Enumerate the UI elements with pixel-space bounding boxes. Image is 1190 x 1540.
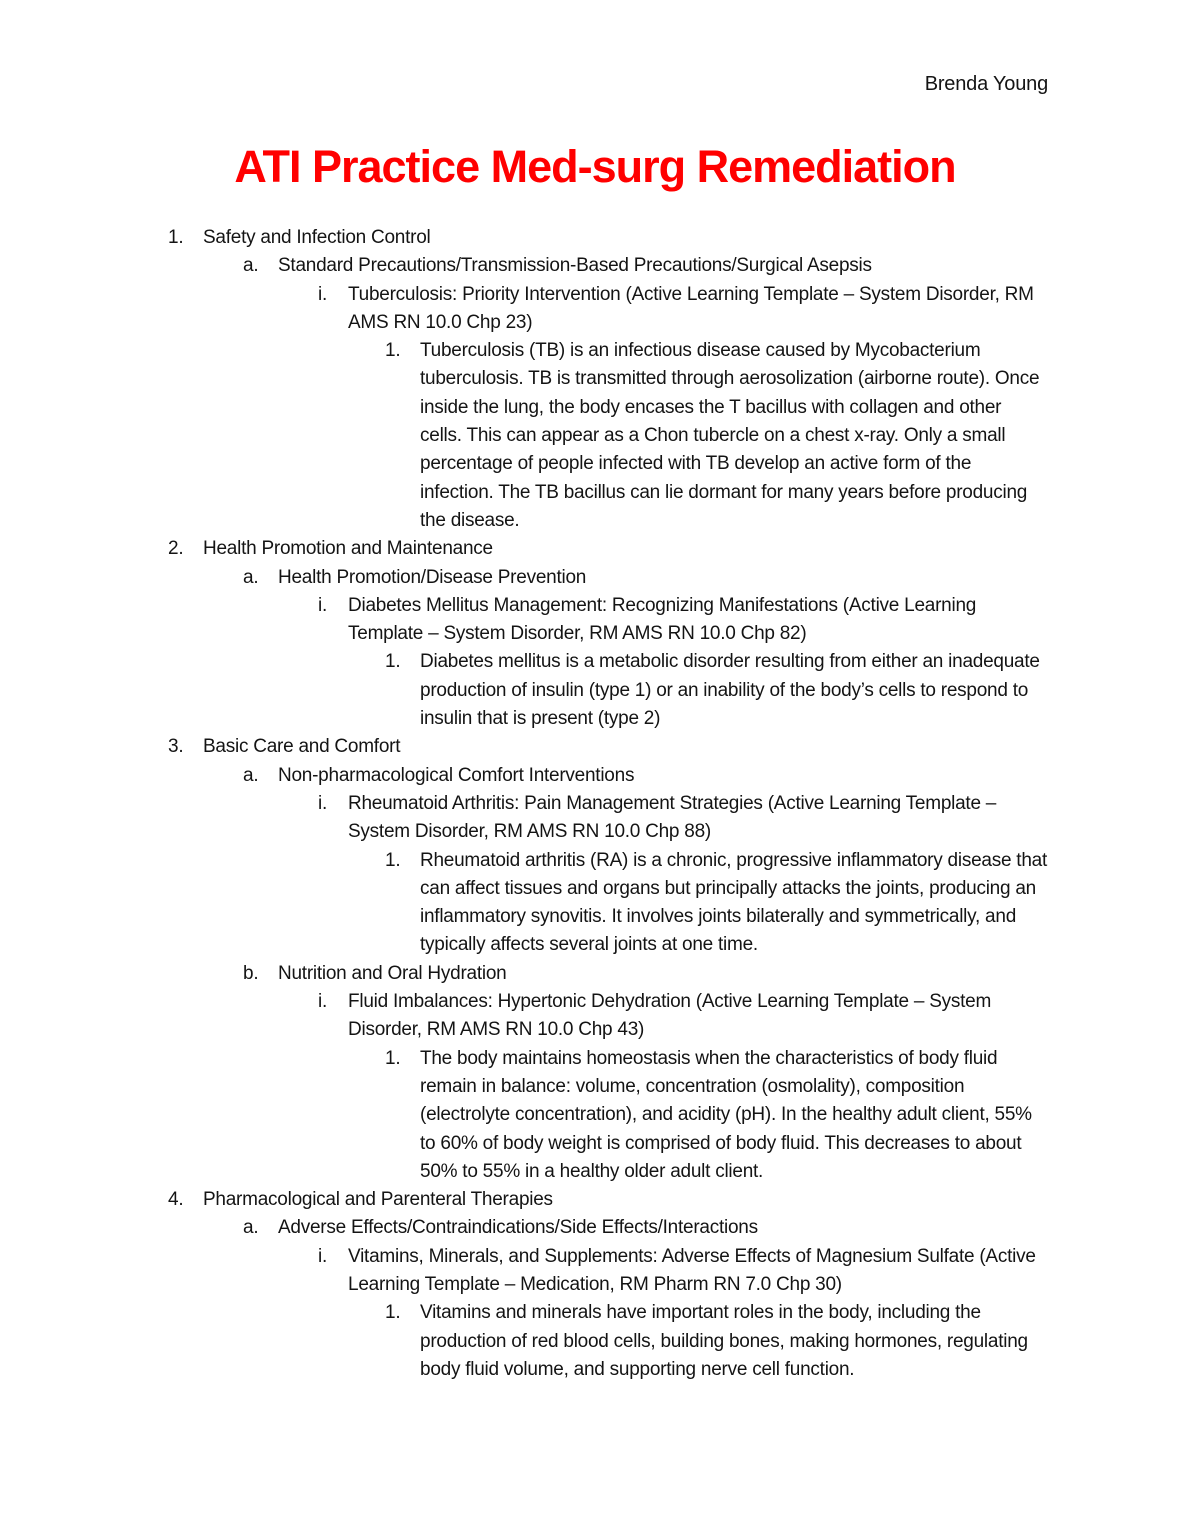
list-marker: i. bbox=[318, 283, 327, 305]
outline-list bbox=[0, 224, 1190, 1384]
outline-subitem-label: Standard Precautions/Transmission-Based Precautions/Surgical Asepsis bbox=[278, 255, 872, 277]
outline-topic bbox=[318, 281, 1050, 338]
page-title: ATI Practice Med-surg Remediation bbox=[234, 141, 956, 192]
outline-note bbox=[385, 1045, 1048, 1186]
author-name: Brenda Young bbox=[924, 73, 1048, 95]
outline-note bbox=[385, 1299, 1048, 1384]
list-marker: 1. bbox=[168, 227, 184, 248]
list-marker: i. bbox=[318, 594, 327, 616]
outline-item-label: Basic Care and Comfort bbox=[203, 736, 401, 758]
list-marker: a. bbox=[243, 1217, 259, 1239]
list-marker: 2. bbox=[168, 538, 184, 560]
list-marker: 4. bbox=[168, 1189, 184, 1211]
outline-subitem bbox=[243, 960, 1080, 988]
outline-topic-label: Tuberculosis: Priority Intervention (Active Learning Template – System Disorder, RM AMS RN 10.0 Chp 23) bbox=[348, 283, 1034, 333]
outline-subitem-label: Non-pharmacological Comfort Interventions bbox=[278, 764, 635, 786]
list-marker: i. bbox=[318, 991, 327, 1013]
outline-subitem bbox=[243, 252, 1080, 280]
outline-item-label: Health Promotion and Maintenance bbox=[203, 538, 493, 560]
outline-note-text: Diabetes mellitus is a metabolic disorder resulting from either an inadequate production of insulin (type 1) or an inability of the body’s cells to respond to insulin that is present (type 2) bbox=[420, 651, 1040, 730]
outline-subitem bbox=[243, 762, 1080, 790]
list-marker: 1. bbox=[385, 340, 401, 362]
outline-topic-label: Vitamins, Minerals, and Supplements: Adverse Effects of Magnesium Sulfate (Active Learning Template – Medication, RM Pharm RN 7.0 Chp 30) bbox=[348, 1245, 1036, 1295]
outline-subitem bbox=[243, 564, 1080, 592]
outline-topic bbox=[318, 988, 1050, 1045]
outline-topic bbox=[318, 1243, 1050, 1300]
list-marker: i. bbox=[318, 1245, 327, 1267]
outline-item bbox=[168, 535, 1090, 563]
outline-subitem-label: Health Promotion/Disease Prevention bbox=[278, 566, 587, 588]
outline-note-text: Rheumatoid arthritis (RA) is a chronic, progressive inflammatory disease that can affect tissues and organs but principally attacks the joints, producing an inflammatory synovitis. It involves joints bilaterally and symmetrically, and typically affects several joints at one time. bbox=[420, 849, 1048, 956]
outline-subitem-label: Nutrition and Oral Hydration bbox=[278, 962, 507, 984]
list-marker: 1. bbox=[385, 651, 401, 673]
outline-item-label: Pharmacological and Parenteral Therapies bbox=[203, 1189, 553, 1211]
list-marker: b. bbox=[243, 962, 259, 984]
list-marker: i. bbox=[318, 792, 327, 814]
outline-topic-label: Diabetes Mellitus Management: Recognizing Manifestations (Active Learning Template – System Disorder, RM AMS RN 10.0 Chp 82) bbox=[348, 594, 977, 645]
list-marker: 1. bbox=[385, 849, 401, 871]
list-marker: 1. bbox=[385, 1302, 401, 1324]
outline-topic-label: Rheumatoid Arthritis: Pain Management Strategies (Active Learning Template – System Disorder, RM AMS RN 10.0 Chp 88) bbox=[348, 792, 997, 843]
outline-item bbox=[168, 224, 1090, 252]
outline-subitem-label: Adverse Effects/Contraindications/Side Effects/Interactions bbox=[278, 1217, 758, 1239]
outline-note bbox=[385, 337, 1048, 535]
outline-topic-label: Fluid Imbalances: Hypertonic Dehydration (Active Learning Template – System Disorder, RM AMS RN 10.0 Chp 43) bbox=[348, 991, 992, 1041]
outline-item-label: Safety and Infection Control bbox=[203, 227, 431, 248]
outline-topic bbox=[318, 592, 1050, 649]
list-marker: a. bbox=[243, 764, 259, 786]
outline-item bbox=[168, 733, 1090, 761]
outline-note bbox=[385, 847, 1048, 960]
outline-topic bbox=[318, 790, 1050, 847]
outline-subitem bbox=[243, 1214, 1080, 1242]
outline-note-text: Tuberculosis (TB) is an infectious disease caused by Mycobacterium tuberculosis. TB is transmitted through aerosolization (airborne route). Once inside the lung, the body encases the T bacillus with collagen and other cells. This can appear as a Chon tubercle on a chest x-ray. Only a small percentage of people infected with TB develop an active form of the infection. The TB bacillus can lie dormant for many years before producing the disease. bbox=[420, 340, 1040, 531]
outline-note-text: The body maintains homeostasis when the characteristics of body fluid remain in balance: volume, concentration (osmolality), composition (electrolyte concentration), and acidity (pH). In the healthy adult client, 55% to 60% of body weight is comprised of body fluid. This decreases to about 50% to 55% in a healthy older adult client. bbox=[420, 1047, 1032, 1182]
list-marker: 3. bbox=[168, 736, 184, 758]
list-marker: a. bbox=[243, 255, 259, 277]
outline-note bbox=[385, 648, 1048, 733]
list-marker: a. bbox=[243, 566, 259, 588]
outline-item bbox=[168, 1186, 1090, 1214]
outline-note-text: Vitamins and minerals have important roles in the body, including the production of red blood cells, building bones, making hormones, regulating body fluid volume, and supporting nerve cell function. bbox=[420, 1302, 1028, 1380]
list-marker: 1. bbox=[385, 1047, 401, 1069]
